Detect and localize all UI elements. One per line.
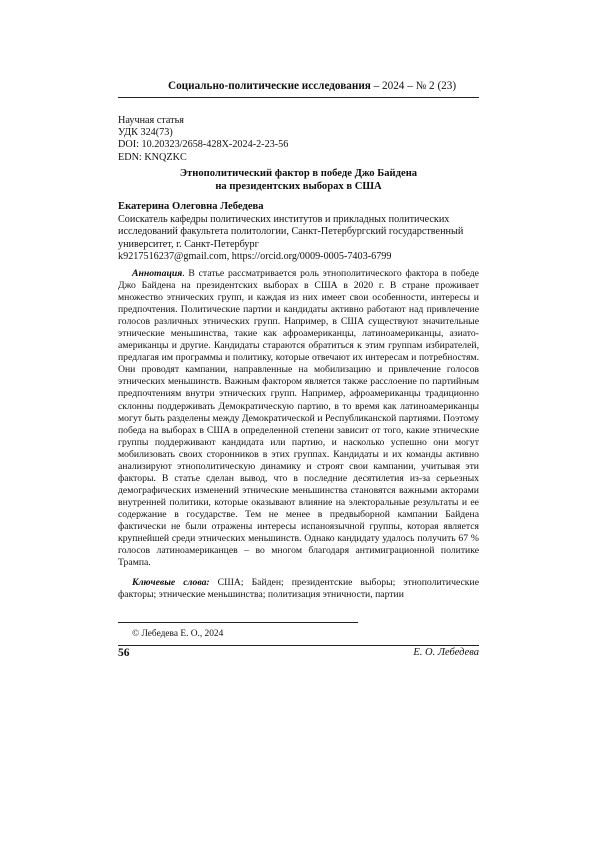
udc-code: УДК 324(73)	[118, 127, 173, 139]
footnote-divider	[118, 622, 358, 623]
article-title	[118, 168, 479, 193]
doi: DOI: 10.20323/2658-428X-2024-2-23-56	[118, 139, 289, 151]
running-author: Е. О. Лебедева	[413, 647, 479, 658]
abstract	[118, 268, 479, 569]
abstract-text: . В статье рассматривается роль этнополитического фактора в победе Джо Байдена на президентских выборах в США в 2020 г. В стране проживает множество этнических групп, и каждая из них имеет свои особенности, интересы и предпочтения. Политические партии и кандидаты активно работают над привлечение голосов различных этнических групп. Например, в США существуют значительные этнические меньшинства, такие как афроамериканцы, латиноамериканцы, азиато-американцы и другие. Кандидаты стараются обратиться к этим группам избирателей, предлагая им программы и политику, которые отвечают их интересам и потребностям. Они проводят кампании, направленные на мобилизацию и привлечение голосов этнических меньшинств. Важным фактором является также расслоение по партийным предпочтениям внутри этнических групп. Например, афроамериканцы традиционно склонны поддерживать Демократическую партию, в то время как латиноамериканцы могут быть разделены между Демократической и Республиканской партиями. Поэтому победа на выборах в США в определенной степени зависит от того, какие этнические группы поддерживают кандидата или партию, и насколько успешно они могут мобилизовать своих сторонников в этих группах. Кандидаты и их команды активно анализируют этнополитическую динамику и строят свои кампании, учитывая эти факторы. В статье сделан вывод, что в последние десятилетия из-за серьезных демографических изменений этнические меньшинства становятся важными акторами внутренней политики, которые оказывают влияние на электоральные результаты и ее содержание в государстве. Тем не менее в предвыборной кампании Байдена фактически не были отражены интересы испаноязычной группы, которая является крупнейшей среди этнических меньшинств. Однако кандидату удалось получить 67 % голосов латиноамериканцев – во многом благодаря антимиграционной политике Трампа.	[118, 268, 479, 569]
keywords	[118, 577, 479, 601]
copyright-note: © Лебедева Е. О., 2024	[132, 629, 224, 639]
header-divider	[118, 97, 479, 98]
title-line-2: на президентских выборах в США	[215, 180, 382, 192]
journal-name: Социально-политические исследования	[168, 80, 371, 92]
page-number: 56	[118, 647, 130, 659]
footer-divider	[118, 645, 479, 646]
author-block	[118, 201, 479, 263]
journal-header	[168, 80, 458, 92]
author-affiliation: Соискатель кафедры политических институтов и прикладных политических исследований факультета политологии, Санкт-Петербургский государственный университет, г. Санкт-Петербург	[118, 214, 464, 250]
keywords-text: США; Байден; президентские выборы; этнополитические факторы; этнические меньшинства; политизация этничности, партии	[118, 577, 479, 601]
edn: EDN: KNQZKC	[118, 151, 187, 163]
author-name: Екатерина Олеговна Лебедева	[118, 201, 264, 212]
article-type: Научная статья	[118, 115, 184, 126]
title-line-1: Этнополитический фактор в победе Джо Байдена	[179, 168, 418, 179]
abstract-label: Аннотация	[132, 268, 183, 279]
article-meta	[118, 115, 418, 164]
author-contacts: k9217516237@gmail.com, https://orcid.org/0009-0005-7403-6799	[118, 250, 392, 262]
journal-issue: – 2024 – № 2 (23)	[370, 80, 457, 92]
keywords-label: Ключевые слова:	[132, 577, 210, 588]
